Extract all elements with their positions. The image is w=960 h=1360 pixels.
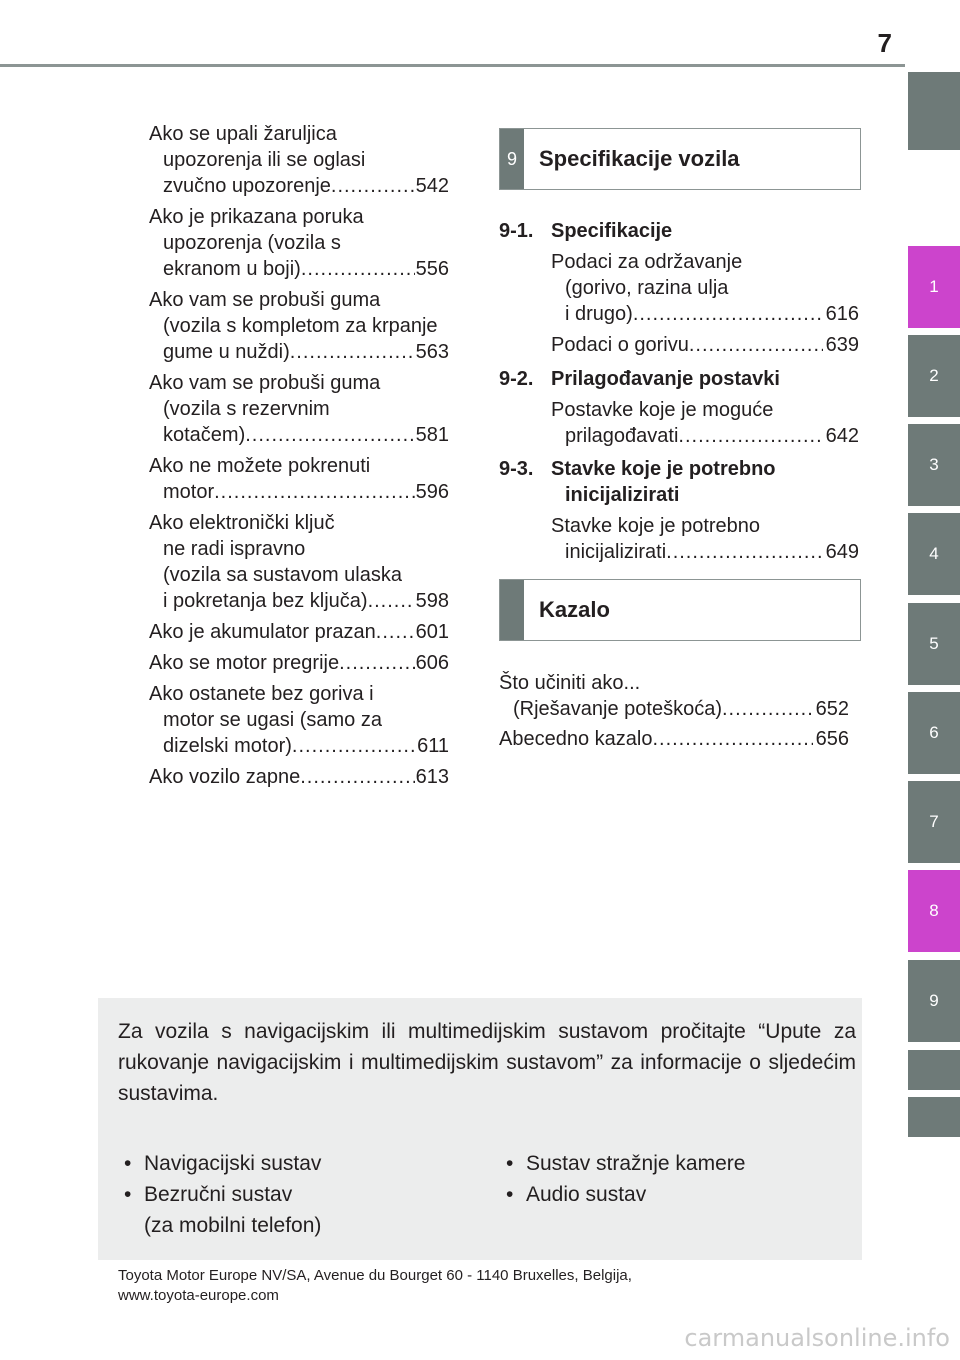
page-ref: 581 — [415, 424, 449, 446]
dot-leader — [678, 423, 822, 449]
bullet-line: (za mobilni telefon) — [144, 1214, 322, 1237]
entry-line — [551, 301, 859, 327]
bullet-text — [526, 1148, 745, 1179]
entry-text: Ako ne možete pokrenuti — [149, 455, 371, 477]
bullet-item — [500, 1148, 745, 1179]
entry-line — [149, 339, 449, 365]
page-ref: 598 — [415, 590, 449, 612]
page-ref: 606 — [415, 652, 449, 674]
footer-address: Toyota Motor Europe NV/SA, Avenue du Bourget 60 - 1140 Bruxelles, Belgija, — [118, 1267, 632, 1284]
subsection-heading[interactable] — [499, 366, 859, 392]
entry-line — [551, 539, 859, 565]
toc-entry[interactable] — [149, 204, 449, 282]
entry-line — [149, 707, 449, 733]
entry-line — [149, 453, 449, 479]
bullet-line: Audio sustav — [526, 1183, 647, 1206]
entry-text: Što učiniti ako... — [499, 672, 641, 694]
bullet-item — [500, 1179, 745, 1210]
dot-leader — [331, 173, 415, 199]
subsection-title — [551, 218, 672, 244]
bullet-icon: • — [506, 1152, 514, 1175]
entry-text: (gorivo, razina ulja — [565, 277, 729, 299]
dot-leader — [722, 696, 813, 722]
entry-text: i pokretanja bez ključa) — [163, 590, 368, 612]
chapter-tab-blank[interactable] — [908, 1097, 960, 1137]
dot-leader — [689, 332, 823, 358]
bullet-icon: • — [124, 1183, 132, 1206]
page-ref: 542 — [415, 175, 449, 197]
toc-entry[interactable] — [149, 650, 449, 676]
toc-entry[interactable] — [499, 726, 849, 752]
entry-text: upozorenja ili se oglasi — [163, 149, 366, 171]
entry-text: Podaci o gorivu — [551, 334, 689, 356]
entry-line — [149, 681, 449, 707]
entry-line — [149, 173, 449, 199]
entry-line — [149, 650, 449, 676]
bullet-text — [144, 1179, 321, 1241]
entry-text: Stavke koje je potrebno — [551, 515, 761, 537]
entry-text: ne radi ispravno — [163, 538, 306, 560]
entry-text: inicijalizirati — [565, 541, 667, 563]
entry-line — [149, 619, 449, 645]
bullet-line: Bezručni sustav — [144, 1183, 293, 1206]
entry-text: Ako vam se probuši guma — [149, 372, 381, 394]
subsection-title — [551, 456, 776, 508]
bullet-item — [118, 1179, 321, 1241]
kazalo-header[interactable] — [499, 579, 861, 641]
page-ref: 596 — [415, 481, 449, 503]
dot-leader — [245, 422, 414, 448]
entry-text: zvučno upozorenje — [163, 175, 331, 197]
bullet-line: Sustav stražnje kamere — [526, 1152, 746, 1175]
subsection-heading[interactable] — [499, 456, 859, 508]
entry-line — [551, 513, 859, 539]
subsection-title — [551, 366, 780, 392]
entry-line — [149, 370, 449, 396]
dot-leader — [633, 301, 823, 327]
chapter-tab-6[interactable]: 6 — [908, 692, 960, 774]
entry-line — [149, 510, 449, 536]
kazalo-list — [499, 670, 849, 756]
chapter-tab-8[interactable]: 8 — [908, 870, 960, 952]
entry-line — [499, 696, 849, 722]
subsection-9-2 — [499, 366, 859, 449]
entry-text: ekranom u boji) — [163, 258, 301, 280]
footer-website[interactable]: www.toyota-europe.com — [118, 1287, 279, 1304]
entry-line — [551, 423, 859, 449]
entry-line — [551, 397, 859, 423]
watermark: carmanualsonline.info — [684, 1324, 950, 1352]
page-ref: 642 — [825, 425, 859, 447]
entry-line — [551, 332, 859, 358]
toc-entry[interactable] — [149, 619, 449, 645]
entry-line — [149, 562, 449, 588]
entry-line — [149, 287, 449, 313]
toc-entry[interactable] — [499, 513, 859, 565]
kazalo-marker — [500, 580, 524, 640]
dot-leader — [339, 650, 415, 676]
entry-text: i drugo) — [565, 303, 633, 325]
entry-text: motor se ugasi (samo za — [163, 709, 382, 731]
entry-text: Ako se motor pregrije — [149, 652, 340, 674]
entry-line — [149, 147, 449, 173]
chapter-tab-1[interactable]: 1 — [908, 246, 960, 328]
page-ref: 611 — [417, 735, 449, 757]
subsection-code: 9-3. — [499, 458, 534, 480]
toc-entry[interactable] — [149, 764, 449, 790]
toc-entry[interactable] — [149, 510, 449, 614]
dot-leader — [214, 479, 415, 505]
page-ref: 601 — [415, 621, 449, 643]
page-ref: 639 — [825, 334, 859, 356]
entry-line — [149, 764, 449, 790]
page-ref: 649 — [825, 541, 859, 563]
entry-line — [499, 726, 849, 752]
entry-line — [149, 313, 449, 339]
entry-text: (vozila s rezervnim — [163, 398, 330, 420]
bullet-list-right — [500, 1148, 745, 1210]
section-9-header[interactable] — [499, 128, 861, 190]
chapter-tab-5[interactable]: 5 — [908, 603, 960, 685]
page-ref: 652 — [815, 698, 849, 720]
toc-left-column — [149, 121, 449, 795]
entry-text: Postavke koje je moguće — [551, 399, 774, 421]
entry-text: Ako elektronički ključ — [149, 512, 335, 534]
page-ref: 656 — [815, 728, 849, 750]
entry-text: gume u nuždi) — [163, 341, 290, 363]
title-line: Stavke koje je potrebno — [551, 458, 776, 480]
entry-line — [551, 275, 859, 301]
entry-text: upozorenja (vozila s — [163, 232, 341, 254]
title-line: inicijalizirati — [565, 484, 680, 506]
toc-entry[interactable] — [499, 249, 859, 327]
chapter-tab-3[interactable]: 3 — [908, 424, 960, 506]
entry-text: prilagođavati — [565, 425, 679, 447]
entry-text: Ako je prikazana poruka — [149, 206, 364, 228]
dot-leader — [301, 256, 415, 282]
entry-text: Ako je akumulator prazan — [149, 621, 376, 643]
toc-entry[interactable] — [149, 287, 449, 365]
dot-leader — [376, 619, 415, 645]
toc-entry[interactable] — [149, 370, 449, 448]
dot-leader — [292, 733, 416, 759]
entry-line — [499, 670, 849, 696]
section-number: 9 — [500, 129, 524, 189]
entry-text: Podaci za održavanje — [551, 251, 743, 273]
bullet-line: Navigacijski sustav — [144, 1152, 322, 1175]
entry-line — [149, 256, 449, 282]
entry-text: Ako vozilo zapne — [149, 766, 301, 788]
entry-line — [149, 230, 449, 256]
subsection-9-1 — [499, 218, 859, 358]
chapter-tab-blank[interactable] — [908, 72, 960, 150]
dot-leader — [290, 339, 415, 365]
bullet-list-left — [118, 1148, 321, 1241]
entry-text: (Rješavanje poteškoća) — [513, 698, 722, 720]
entry-line — [149, 588, 449, 614]
dot-leader — [300, 764, 414, 790]
entry-line — [149, 121, 449, 147]
entry-text: Abecedno kazalo — [499, 728, 653, 750]
chapter-tab-4[interactable]: 4 — [908, 513, 960, 595]
chapter-tab-blank[interactable] — [908, 1050, 960, 1090]
subsection-code: 9-2. — [499, 368, 534, 390]
dot-leader — [368, 588, 415, 614]
entry-text: (vozila s kompletom za krpanje — [163, 315, 438, 337]
entry-line — [149, 479, 449, 505]
bullet-icon: • — [506, 1183, 514, 1206]
entry-text: Ako vam se probuši guma — [149, 289, 381, 311]
entry-line — [149, 204, 449, 230]
footer — [118, 1266, 632, 1306]
entry-line — [551, 249, 859, 275]
kazalo-title: Kazalo — [539, 597, 610, 622]
page-ref: 563 — [415, 341, 449, 363]
toc-entry[interactable] — [499, 670, 849, 722]
bullet-item — [118, 1148, 321, 1179]
entry-line — [149, 422, 449, 448]
entry-line — [149, 536, 449, 562]
toc-entry[interactable] — [499, 397, 859, 449]
entry-text: kotačem) — [163, 424, 246, 446]
entry-line — [149, 733, 449, 759]
entry-line — [149, 396, 449, 422]
page-number: 7 — [877, 28, 892, 58]
bullet-text — [526, 1179, 646, 1210]
entry-text: Ako se upali žaruljica — [149, 123, 337, 145]
subsection-9-3 — [499, 456, 859, 565]
bullet-icon: • — [124, 1152, 132, 1175]
toc-entry[interactable] — [499, 332, 859, 358]
page-ref: 556 — [415, 258, 449, 280]
subsection-heading[interactable] — [499, 218, 859, 244]
entry-text: Ako ostanete bez goriva i — [149, 683, 374, 705]
chapter-tab-9[interactable]: 9 — [908, 960, 960, 1042]
dot-leader — [666, 539, 822, 565]
entry-text: (vozila sa sustavom ulaska — [163, 564, 402, 586]
section-title: Specifikacije vozila — [539, 146, 740, 171]
title-line: Prilagođavanje postavki — [551, 368, 780, 390]
dot-leader — [652, 726, 812, 752]
header-divider — [0, 64, 905, 67]
subsection-code: 9-1. — [499, 220, 534, 242]
toc-entry[interactable] — [149, 121, 449, 199]
toc-entry[interactable] — [149, 453, 449, 505]
page-ref: 616 — [825, 303, 859, 325]
info-text: Za vozila s navigacijskim ili multimedijskim sustavom pročitajte “Upute za rukovanje navigacijskim i multimedijskim sustavom” za informacije o sljedećim sustavima. — [118, 1020, 856, 1105]
toc-entry[interactable] — [149, 681, 449, 759]
title-line: Specifikacije — [551, 220, 673, 242]
chapter-tab-7[interactable]: 7 — [908, 781, 960, 863]
page-ref: 613 — [415, 766, 449, 788]
entry-text: dizelski motor) — [163, 735, 292, 757]
entry-text: motor — [163, 481, 215, 503]
chapter-tab-2[interactable]: 2 — [908, 335, 960, 417]
bullet-text — [144, 1148, 321, 1179]
